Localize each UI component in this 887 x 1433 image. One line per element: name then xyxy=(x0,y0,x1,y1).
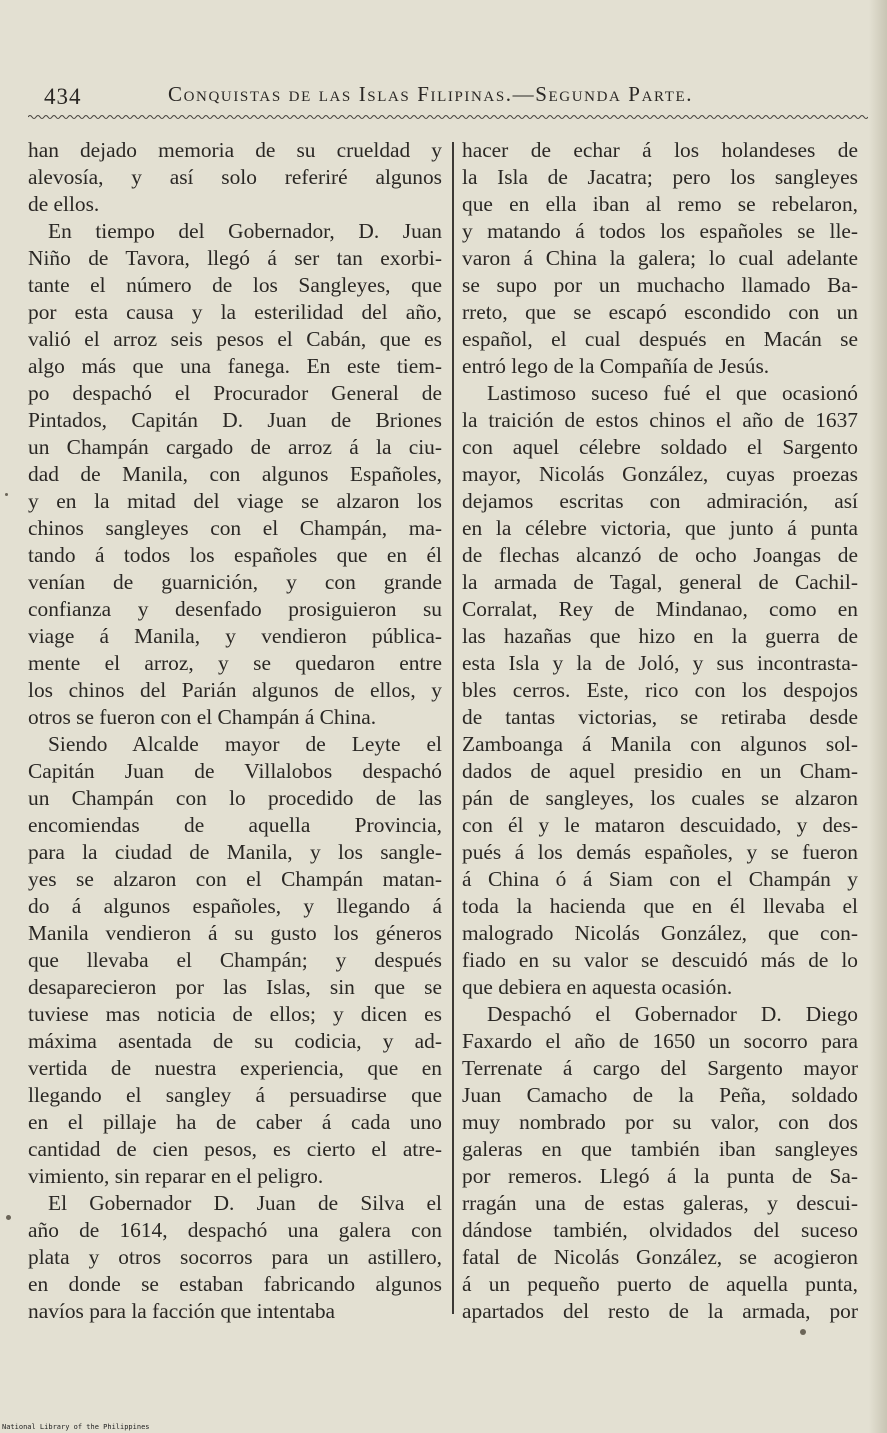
text-line: y en la mitad del viage se alzaron los xyxy=(28,489,442,513)
text-line: Capitán Juan de Villalobos despachó xyxy=(28,759,442,783)
text-line: encomiendas de aquella Provincia, xyxy=(28,813,442,837)
text-line: español, el cual después en Macán se xyxy=(462,327,858,351)
text-line: fiado en su valor se descuidó más de lo xyxy=(462,948,858,972)
text-line: desaparecieron por las Islas, sin que se xyxy=(28,975,442,999)
text-line: máxima asentada de su codicia, y ad- xyxy=(28,1029,442,1053)
text-line: rreto, que se escapó escondido con un xyxy=(462,300,858,324)
text-line: las hazañas que hizo en la guerra de xyxy=(462,624,858,648)
text-line: alevosía, y así solo referiré algunos xyxy=(28,165,442,189)
text-line: la traición de estos chinos el año de 1637 xyxy=(462,408,858,432)
text-line: vertida de nuestra experiencia, que en xyxy=(28,1056,442,1080)
text-line: á China ó á Siam con el Champán y xyxy=(462,867,858,891)
text-line: pán de sangleyes, los cuales se alzaron xyxy=(462,786,858,810)
text-line: varon á China la galera; lo cual adelante xyxy=(462,246,858,270)
text-line: en la célebre victoria, que junto á punta xyxy=(462,516,858,540)
text-line: Manila vendieron á su gusto los géneros xyxy=(28,921,442,945)
text-line: un Champán con lo procedido de las xyxy=(28,786,442,810)
text-line: navíos para la facción que intentaba xyxy=(28,1299,336,1323)
text-line: valió el arroz seis pesos el Cabán, que es xyxy=(28,327,442,351)
text-line: confianza y desenfado prosiguieron su xyxy=(28,597,442,621)
left-column xyxy=(28,137,442,1325)
text-line: en el pillaje ha de caber á cada uno xyxy=(28,1110,442,1134)
text-line: y matando á todos los españoles se lle- xyxy=(462,219,858,243)
text-line: algo más que una fanega. En este tiem- xyxy=(28,354,442,378)
text-line: por remeros. Llegó á la punta de Sa- xyxy=(462,1164,858,1188)
text-line: viage á Manila, y vendieron pública- xyxy=(28,624,442,648)
text-line: dad de Manila, con algunos Españoles, xyxy=(28,462,442,486)
text-line: la Isla de Jacatra; pero los sangleyes xyxy=(462,165,858,189)
text-line: han dejado memoria de su crueldad y xyxy=(28,138,442,162)
text-line: un Champán cargado de arroz á la ciu- xyxy=(28,435,442,459)
text-line: chinos sangleyes con el Champán, ma- xyxy=(28,516,442,540)
text-line: po despachó el Procurador General de xyxy=(28,381,442,405)
text-line: apartados del resto de la armada, por xyxy=(462,1299,858,1323)
text-line: con aquel célebre soldado el Sargento xyxy=(462,435,858,459)
text-line: muy nombrado por su valor, con dos xyxy=(462,1110,858,1134)
right-column xyxy=(462,137,858,1325)
text-line: dándose también, olvidados del suceso xyxy=(462,1218,858,1242)
page-edge-shadow xyxy=(869,0,887,1433)
text-line: En tiempo del Gobernador, D. Juan xyxy=(48,219,442,243)
text-line: cantidad de cien pesos, es cierto el atre- xyxy=(28,1137,442,1161)
text-line: tuviese mas noticia de ellos; y dicen es xyxy=(28,1002,442,1026)
text-line: otros se fueron con el Champán á China. xyxy=(28,705,377,729)
text-line: toda la hacienda que en él llevaba el xyxy=(462,894,858,918)
text-line: yes se alzaron con el Champán matan- xyxy=(28,867,442,891)
text-line: Faxardo el año de 1650 un socorro para xyxy=(462,1029,858,1053)
text-line: rragán una de estas galeras, y descui- xyxy=(462,1191,858,1215)
text-line: Lastimoso suceso fué el que ocasionó xyxy=(487,381,858,405)
text-line: galeras en que también iban sangleyes xyxy=(462,1137,858,1161)
ink-speck xyxy=(5,493,8,496)
text-line: se supo por un muchacho llamado Ba- xyxy=(462,273,858,297)
text-line: vimiento, sin reparar en el peligro. xyxy=(28,1164,324,1188)
text-line: que llevaba el Champán; y después xyxy=(28,948,442,972)
text-line: para la ciudad de Manila, y los sangle- xyxy=(28,840,442,864)
text-line: con él y le mataron descuidado, y des- xyxy=(462,813,858,837)
text-line: dados de aquel presidio en un Cham- xyxy=(462,759,858,783)
library-watermark: National Library of the Philippines xyxy=(2,1423,150,1431)
text-line: dejamos escritas con admiración, así xyxy=(462,489,858,513)
text-line: tando á todos los españoles que en él xyxy=(28,543,442,567)
text-line: El Gobernador D. Juan de Silva el xyxy=(48,1191,442,1215)
text-line: plata y otros socorros para un astillero, xyxy=(28,1245,442,1269)
text-line: do á algunos españoles, y llegando á xyxy=(28,894,442,918)
ink-speck xyxy=(6,1215,11,1220)
text-line: Terrenate á cargo del Sargento mayor xyxy=(462,1056,858,1080)
text-line: por esta causa y la esterilidad del año, xyxy=(28,300,442,324)
text-line: llegando el sangley á persuadirse que xyxy=(28,1083,442,1107)
text-line: que en ella iban al remo se rebelaron, xyxy=(462,192,858,216)
page-header xyxy=(0,78,887,110)
text-line: Pintados, Capitán D. Juan de Briones xyxy=(28,408,442,432)
text-line: esta Isla y la de Joló, y sus incontrasta- xyxy=(462,651,858,675)
text-line: bles cerros. Este, rico con los despojos xyxy=(462,678,858,702)
text-line: venían de guarnición, y con grande xyxy=(28,570,442,594)
running-title: Conquistas de las Islas Filipinas.—Segunda Parte. xyxy=(168,82,694,106)
text-line: Corralat, Rey de Mindanao, como en xyxy=(462,597,858,621)
text-line: mayor, Nicolás González, cuyas proezas xyxy=(462,462,858,486)
text-line: pués á los demás españoles, y se fueron xyxy=(462,840,858,864)
text-line: de tantas victorias, se retiraba desde xyxy=(462,705,858,729)
text-line: de flechas alcanzó de ocho Joangas de xyxy=(462,543,858,567)
column-divider xyxy=(452,142,454,1314)
text-line: hacer de echar á los holandeses de xyxy=(462,138,858,162)
ink-speck xyxy=(800,1329,806,1335)
text-line: Despachó el Gobernador D. Diego xyxy=(487,1002,858,1026)
header-wavy-rule xyxy=(28,112,868,122)
text-line: malogrado Nicolás González, que con- xyxy=(462,921,858,945)
text-line: Juan Camacho de la Peña, soldado xyxy=(462,1083,858,1107)
text-line: mente el arroz, y se quedaron entre xyxy=(28,651,442,675)
text-line: Niño de Tavora, llegó á ser tan exorbi- xyxy=(28,246,442,270)
text-line: tante el número de los Sangleyes, que xyxy=(28,273,442,297)
text-line: de ellos. xyxy=(28,192,100,216)
page-number: 434 xyxy=(44,84,82,109)
text-line: entró lego de la Compañía de Jesús. xyxy=(462,354,770,378)
text-line: año de 1614, despachó una galera con xyxy=(28,1218,442,1242)
text-line: á un pequeño puerto de aquella punta, xyxy=(462,1272,858,1296)
text-line: que debiera en aquesta ocasión. xyxy=(462,975,733,999)
text-line: la armada de Tagal, general de Cachil- xyxy=(462,570,858,594)
text-line: Siendo Alcalde mayor de Leyte el xyxy=(48,732,442,756)
text-line: Zamboanga á Manila con algunos sol- xyxy=(462,732,858,756)
text-line: los chinos del Parián algunos de ellos, y xyxy=(28,678,442,702)
text-line: fatal de Nicolás González, se acogieron xyxy=(462,1245,858,1269)
text-line: en donde se estaban fabricando algunos xyxy=(28,1272,442,1296)
